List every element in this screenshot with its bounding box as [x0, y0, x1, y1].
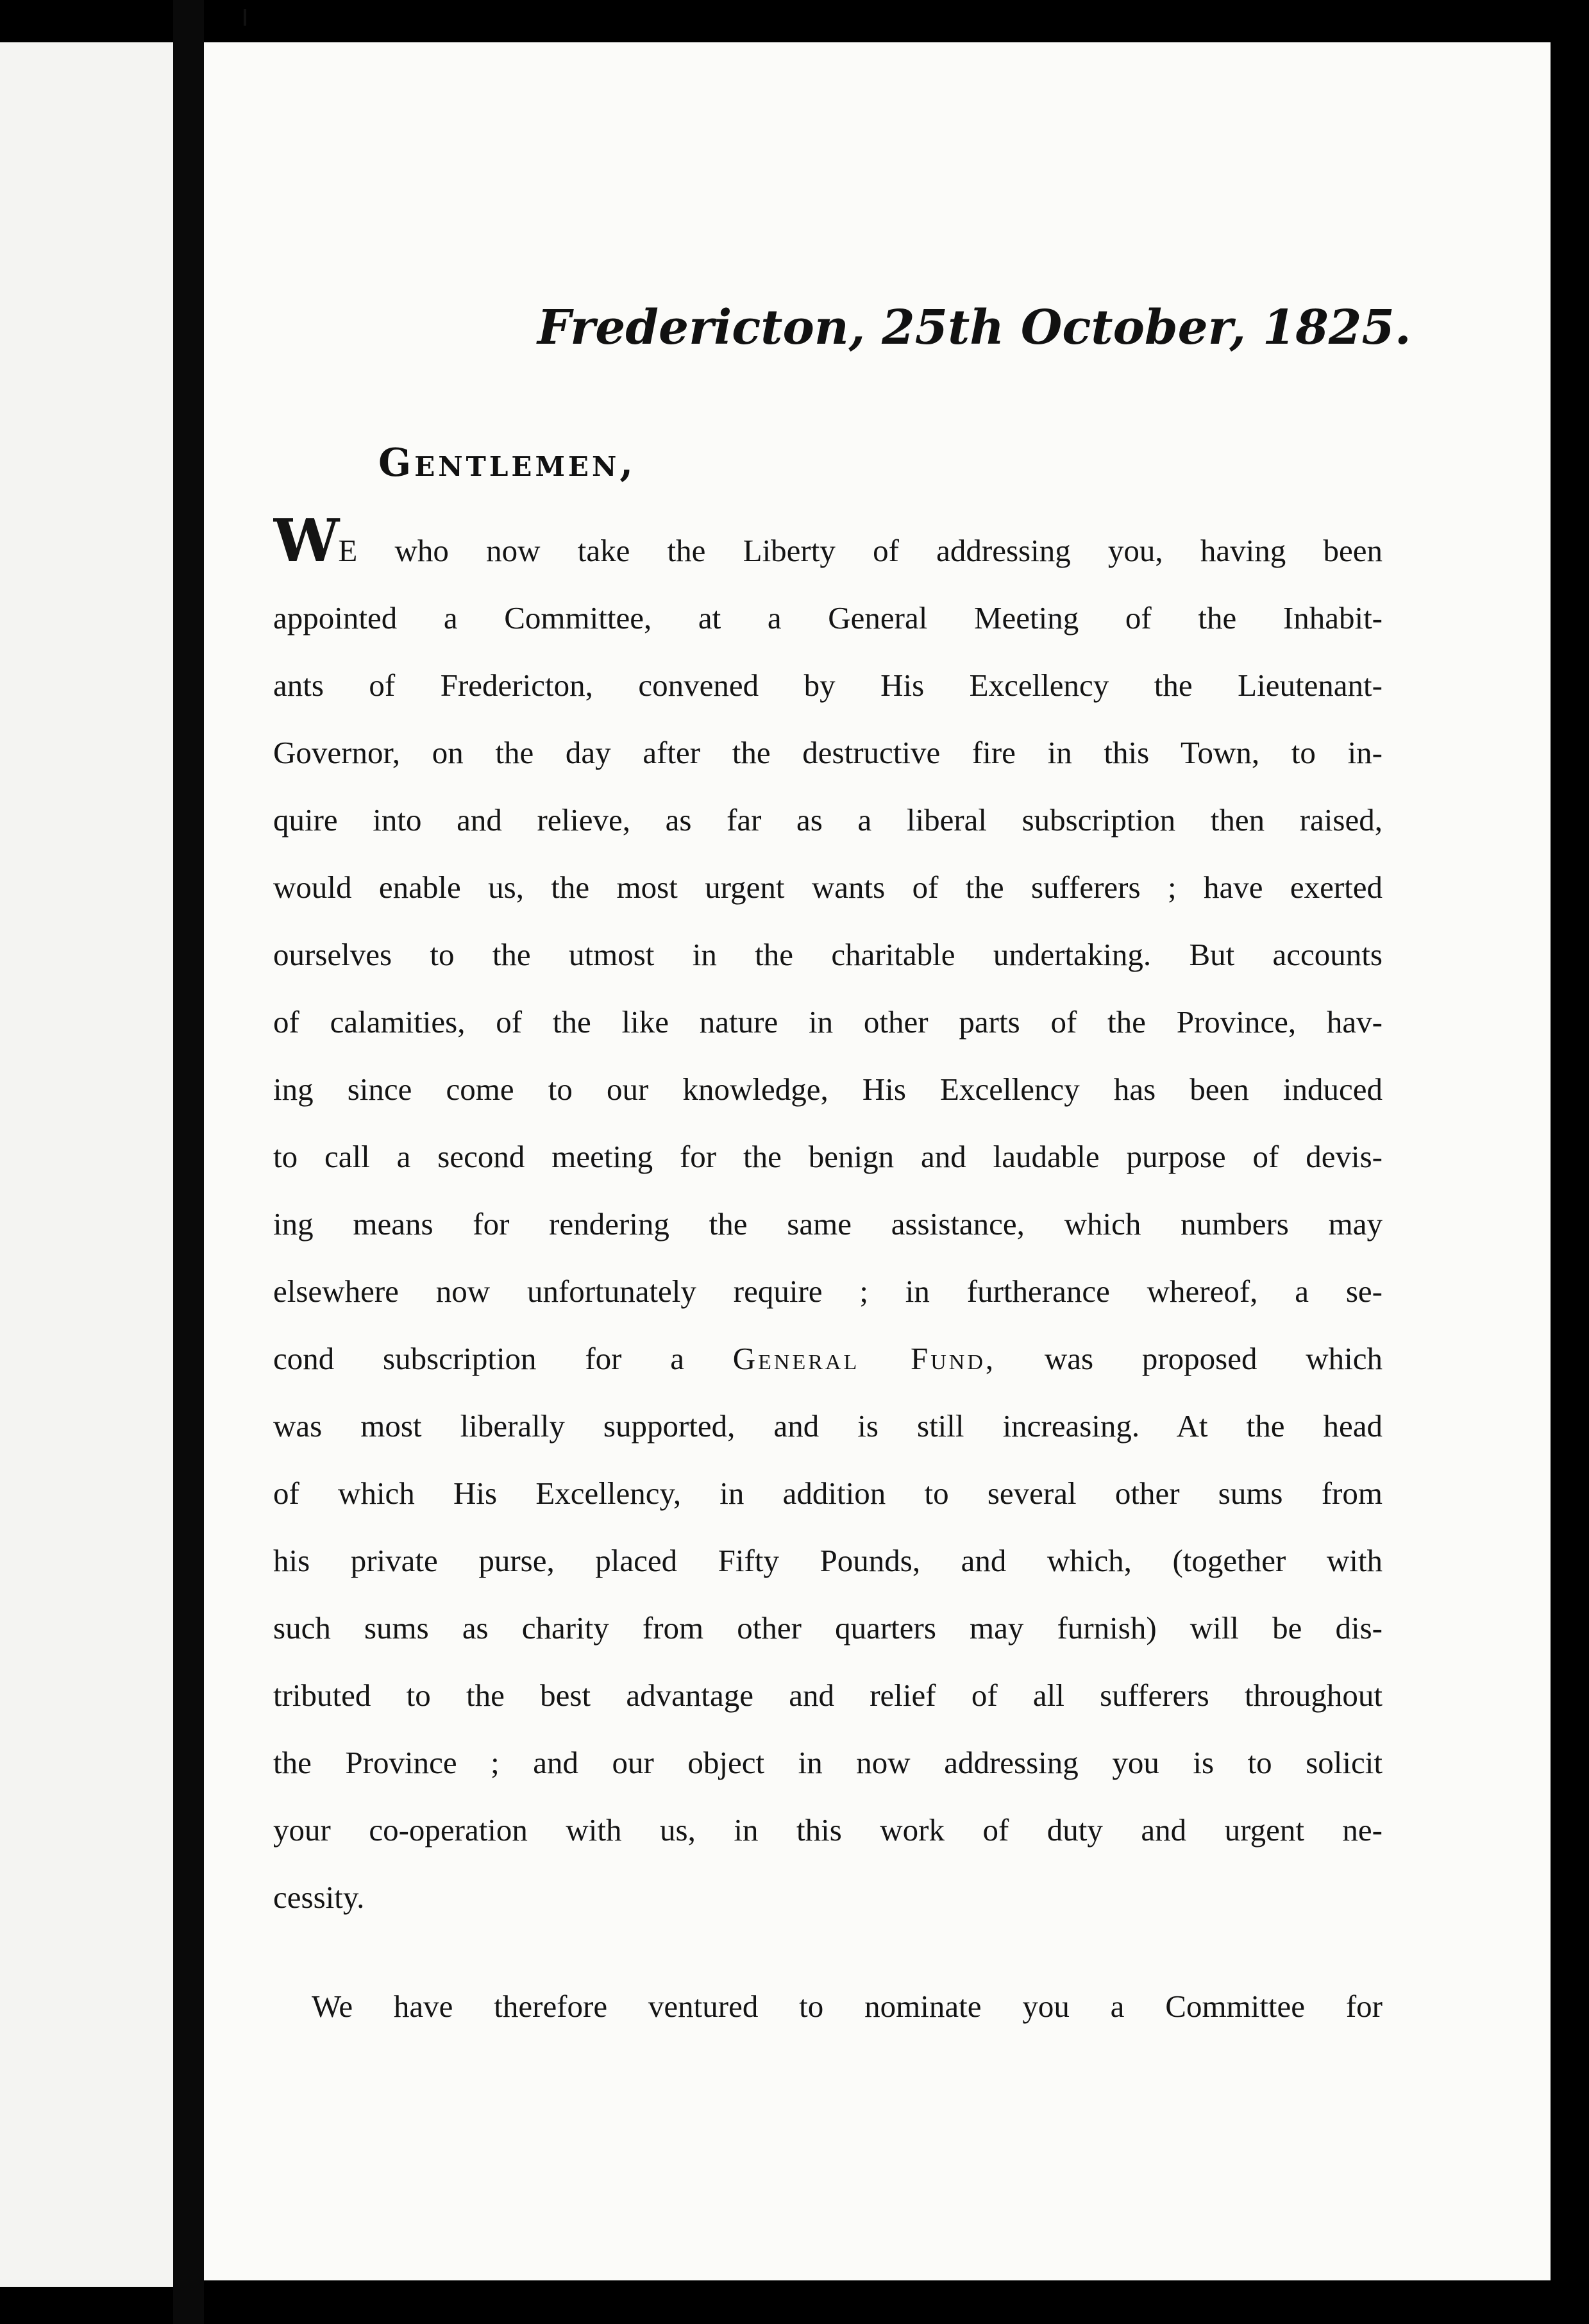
salutation: Gentlemen, [378, 441, 637, 485]
letter-body-paragraph-2 [273, 1973, 1383, 2043]
book-gutter [173, 0, 204, 2324]
document-page [204, 42, 1551, 2280]
general-fund-small-caps: General Fund, [732, 1341, 996, 1376]
scan-speck [244, 9, 246, 26]
text-line: Governor, on the day after the destructive fire in this Town, to in- [273, 735, 1383, 770]
text-line: of calamities, of the like nature in other parts of the Province, hav- [273, 1004, 1383, 1040]
text-line: the Province ; and our object in now addressing you is to solicit [273, 1745, 1383, 1780]
text-line [273, 517, 1383, 584]
text-line: quire into and relieve, as far as a liberal subscription then raised, [273, 802, 1383, 838]
letter-body-paragraph-1 [273, 517, 1383, 2056]
text-line: tributed to the best advantage and relief of all sufferers throughout [273, 1678, 1383, 1713]
text-line: to call a second meeting for the benign and laudable purpose of devis- [273, 1139, 1383, 1174]
text-line: such sums as charity from other quarters may furnish) will be dis- [273, 1610, 1383, 1646]
dateline: Fredericton, 25th October, 1825. [537, 300, 1411, 355]
text-line: his private purse, placed Fifty Pounds, and which, (together with [273, 1543, 1383, 1578]
text-line: cessity. [273, 1880, 365, 1915]
text-line: elsewhere now unfortunately require ; in furtherance whereof, a se- [273, 1274, 1383, 1309]
text-line: ing means for rendering the same assistance, which numbers may [273, 1206, 1383, 1242]
text-line: ourselves to the utmost in the charitable undertaking. But accounts [273, 937, 1383, 972]
drop-cap: W [273, 517, 339, 575]
text-line: of which His Excellency, in addition to several other sums from [273, 1476, 1383, 1511]
text-line: your co-operation with us, in this work of duty and urgent ne- [273, 1812, 1383, 1848]
text-line: would enable us, the most urgent wants of the sufferers ; have exerted [273, 870, 1383, 905]
text-segment: was proposed which [1044, 1341, 1383, 1376]
text-line-content: E who now take the Liberty of addressing you, having been [338, 533, 1383, 568]
text-line: appointed a Committee, at a General Meeting of the Inhabit- [273, 600, 1383, 636]
text-line: ants of Fredericton, convened by His Excellency the Lieutenant- [273, 668, 1383, 703]
text-segment: cond subscription for a [273, 1341, 684, 1376]
text-line: was most liberally supported, and is still increasing. At the head [273, 1408, 1383, 1444]
text-line [273, 1325, 1383, 1392]
facing-page-edge [0, 42, 173, 2287]
text-line: ing since come to our knowledge, His Excellency has been induced [273, 1072, 1383, 1107]
text-line: We have therefore ventured to nominate you a Committee for [312, 1989, 1383, 2024]
